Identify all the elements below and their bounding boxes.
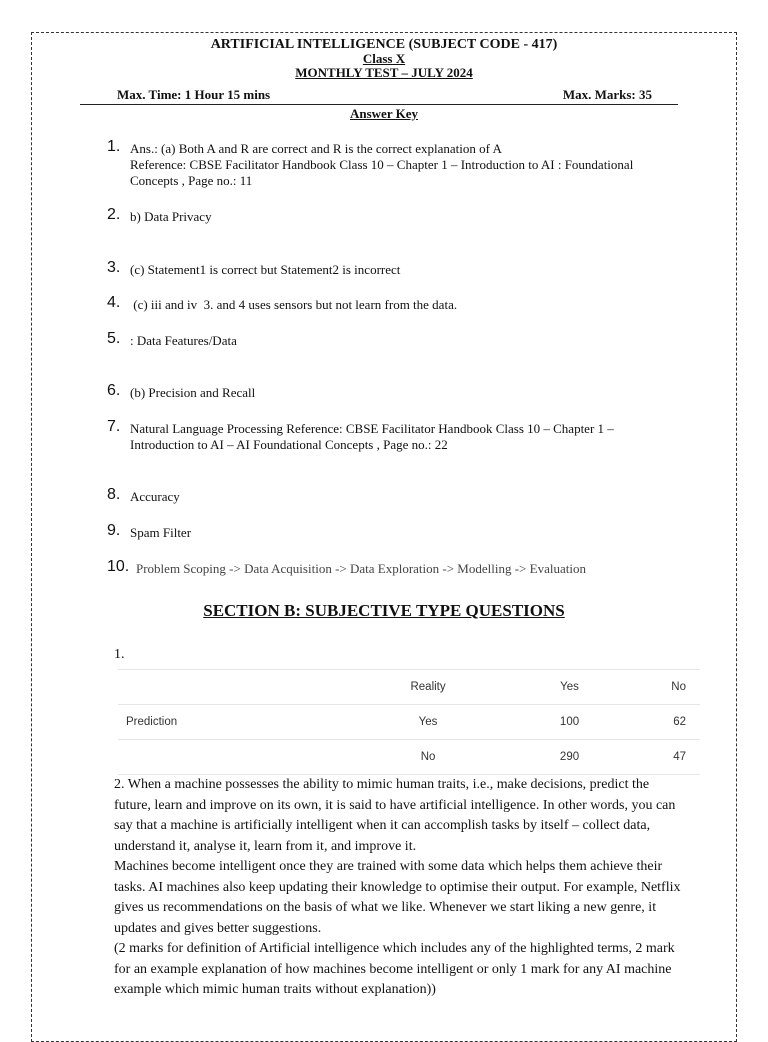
answer-2-text (114, 775, 684, 1001)
max-time: Max. Time: 1 Hour 15 mins (117, 87, 271, 102)
answer-item (107, 259, 687, 278)
table-cell: Yes (511, 670, 627, 705)
table-row (118, 670, 700, 705)
answer-line: (c) iii and iv 3. and 4 uses sensors but not learn from the data. (130, 297, 458, 312)
answer-key-heading: Answer Key (349, 106, 418, 121)
paragraph: (2 marks for definition of Artificial intelligence which includes any of the highlighted terms, 2 mark for an example explanation of how machines become intelligent or only 1 mark for any AI machine example which mimic human traits without explanation)) (114, 941, 675, 997)
table-cell (118, 670, 345, 705)
answer-line: (b) Precision and Recall (130, 385, 256, 400)
test-name: MONTHLY TEST – JULY 2024 (295, 65, 473, 80)
answer-number: 9. (107, 522, 121, 539)
answer-number: 7. (107, 418, 121, 435)
table-cell: Reality (345, 670, 512, 705)
answer-line: (c) Statement1 is correct but Statement2 is incorrect (130, 262, 401, 277)
answer-number: 5. (107, 330, 121, 347)
answer-line: Accuracy (130, 489, 180, 504)
answer-line: Reference: CBSE Facilitator Handbook Class 10 – Chapter 1 – Introduction to AI : Foundational (130, 157, 634, 172)
table-row (118, 705, 700, 740)
answer-item (107, 294, 687, 313)
exam-info-row (117, 87, 652, 103)
table-cell: 47 (628, 740, 700, 775)
answer-line: : Data Features/Data (130, 333, 237, 348)
answer-number: 10. (107, 558, 130, 575)
answer-number: 2. (107, 206, 121, 223)
answer-line: Concepts , Page no.: 11 (130, 173, 253, 188)
answer-item (107, 138, 687, 189)
confusion-matrix-table (118, 669, 700, 775)
table-row (118, 740, 700, 775)
document-header (0, 38, 768, 80)
answer-item (107, 418, 687, 453)
paragraph: 2. When a machine possesses the ability to mimic human traits, i.e., make decisions, predict the future, learn and improve on its own, it is said to have artificial intelligence. In other words, you can say that a machine is artificially intelligent when it can accomplish tasks by itself – collect data, understand it, analyse it, learn from it, and improve it. (114, 777, 676, 854)
answer-line: Natural Language Processing Reference: CBSE Facilitator Handbook Class 10 – Chapter 1 – (130, 421, 614, 436)
class-label: Class X (362, 51, 406, 66)
question-number: 1. (114, 647, 125, 662)
answer-line: Problem Scoping -> Data Acquisition -> Data Exploration -> Modelling -> Evaluation (136, 561, 586, 576)
table-cell: 290 (511, 740, 627, 775)
answer-number: 4. (107, 294, 121, 311)
answer-number: 3. (107, 259, 121, 276)
subject-title: ARTIFICIAL INTELLIGENCE (SUBJECT CODE - 417) (210, 37, 558, 52)
table-cell (118, 740, 345, 775)
answer-number: 8. (107, 486, 121, 503)
answer-line: Ans.: (a) Both A and R are correct and R is the correct explanation of A (130, 141, 502, 156)
table-cell: 62 (628, 705, 700, 740)
table-cell: 100 (511, 705, 627, 740)
table-cell: No (628, 670, 700, 705)
table-cell: Prediction (118, 705, 345, 740)
header-divider (80, 104, 678, 105)
section-b-heading: SECTION B: SUBJECTIVE TYPE QUESTIONS (203, 601, 565, 620)
answer-item (107, 206, 687, 225)
answer-item (107, 522, 687, 541)
max-marks: Max. Marks: 35 (562, 87, 652, 102)
answer-line: Spam Filter (130, 525, 192, 540)
table-cell: Yes (345, 705, 512, 740)
answer-line: b) Data Privacy (130, 209, 212, 224)
paragraph: Machines become intelligent once they are trained with some data which helps them achieve their tasks. AI machines also keep updating their knowledge to optimise their output. For example, Netflix gives us recommendations on the basis of what we like. Whenever we start liking a new genre, it updates and gives better suggestions. (114, 859, 681, 936)
answer-number: 6. (107, 382, 121, 399)
answer-line: Introduction to AI – AI Foundational Concepts , Page no.: 22 (130, 437, 448, 452)
answer-item (107, 330, 687, 349)
answer-item (107, 486, 687, 505)
answer-number: 1. (107, 138, 121, 155)
answer-item (107, 558, 687, 577)
table-cell: No (345, 740, 512, 775)
answer-item (107, 382, 687, 401)
